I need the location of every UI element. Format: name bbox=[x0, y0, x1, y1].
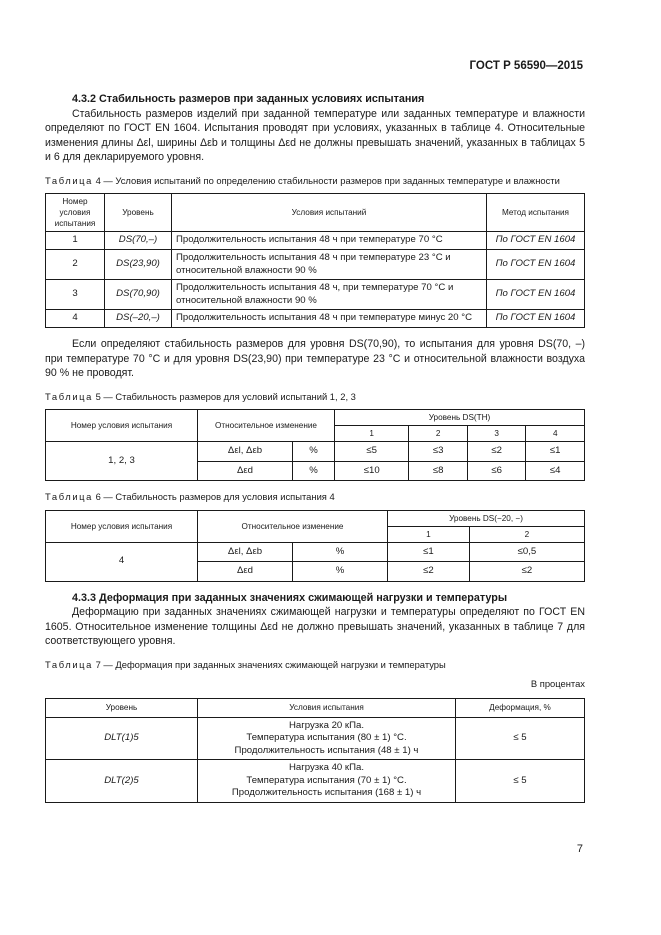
table4-header-cell: Условия испытаний bbox=[172, 194, 487, 232]
table-row bbox=[46, 717, 585, 760]
table5-value-cell: ≤1 bbox=[526, 442, 585, 462]
table6-value-cell: ≤2 bbox=[388, 562, 470, 582]
table5-header-rel: Относительное изменение bbox=[198, 410, 335, 442]
table7-header-cell: Деформация, % bbox=[456, 698, 585, 717]
table4-cell: 1 bbox=[46, 232, 105, 250]
table7-caption-prefix: Таблица bbox=[45, 658, 93, 670]
table7-value-cell: ≤ 5 bbox=[456, 717, 585, 760]
table7-value-cell: ≤ 5 bbox=[456, 760, 585, 803]
table5-level-cell: 3 bbox=[467, 426, 526, 442]
table6-level-cell: 2 bbox=[469, 526, 584, 542]
table7-caption bbox=[45, 659, 585, 672]
table6-header-row bbox=[46, 510, 585, 526]
table5-symbol-cell: Δεd bbox=[198, 461, 293, 481]
table4-cell: 3 bbox=[46, 280, 105, 310]
table4-cell: Продолжительность испытания 48 ч при температуре минус 20 °С bbox=[172, 310, 487, 328]
table7-header-cell: Условия испытания bbox=[198, 698, 456, 717]
paragraph-after-table4: Если определяют стабильность размеров для уровня DS(70,90), то испытания для уровня DS(70, –) при температуре 70 °С и для уровня DS(23,90) при температуре 23 °С и относительной влажности воздуха 90 % не проводят. bbox=[45, 338, 585, 379]
table4-cell: Продолжительность испытания 48 ч при температуре 70 °С bbox=[172, 232, 487, 250]
table6-caption-text: — Стабильность размеров для условия испытания 4 bbox=[103, 491, 335, 502]
table4-cell: По ГОСТ EN 1604 bbox=[487, 310, 585, 328]
table6-value-cell: ≤0,5 bbox=[469, 542, 584, 562]
table4-cell: По ГОСТ EN 1604 bbox=[487, 250, 585, 280]
table6-header-level: Уровень DS(−20, −) bbox=[388, 510, 585, 526]
table4-caption bbox=[45, 175, 585, 188]
table6-header-rel: Относительное изменение bbox=[198, 510, 388, 542]
document-id: ГОСТ Р 56590—2015 bbox=[469, 60, 583, 72]
table5-unit-cell: % bbox=[293, 442, 335, 462]
table-row bbox=[46, 280, 585, 310]
table4-cell: DS(70,–) bbox=[105, 232, 172, 250]
table-row bbox=[46, 442, 585, 462]
table5-header-row bbox=[46, 410, 585, 426]
table7-condition-line: Температура испытания (70 ± 1) °С. bbox=[246, 774, 407, 786]
section-paragraph-4-3-3: Деформацию при заданных значениях сжимающей нагрузки и температуры определяют по ГОСТ EN 1605. Относительное изменение толщины Δεd не должно превышать значений, указанных в таблице 7 для соответствующего уровня. bbox=[45, 606, 585, 647]
table5-cond-cell: 1, 2, 3 bbox=[46, 442, 198, 481]
table5-value-cell: ≤10 bbox=[335, 461, 409, 481]
table4-caption-text: — Условия испытаний по определению стабильности размеров при заданных температуре и влажности bbox=[103, 174, 560, 186]
table5-value-cell: ≤6 bbox=[467, 461, 526, 481]
table6 bbox=[45, 510, 585, 582]
table6-caption bbox=[45, 491, 585, 504]
table7-caption-number: 7 bbox=[95, 658, 101, 670]
table6-caption-prefix: Таблица bbox=[45, 491, 93, 502]
table-row bbox=[46, 250, 585, 280]
table4-cell: DS(–20,–) bbox=[105, 310, 172, 328]
table-row bbox=[46, 760, 585, 803]
table7-condition-line: Продолжительность испытания (48 ± 1) ч bbox=[234, 744, 419, 756]
table6-symbol-cell: Δεl, Δεb bbox=[198, 542, 293, 562]
table4-caption-prefix: Таблица bbox=[45, 174, 93, 186]
table5-level-cell: 4 bbox=[526, 426, 585, 442]
table4-header-cell: Уровень bbox=[105, 194, 172, 232]
table7-caption-text: — Деформация при заданных значениях сжимающей нагрузки и температуры bbox=[103, 658, 446, 670]
table5-symbol-cell: Δεl, Δεb bbox=[198, 442, 293, 462]
table7-condition-line: Нагрузка 40 кПа. bbox=[288, 762, 365, 773]
table6-unit-cell: % bbox=[293, 542, 388, 562]
table5-value-cell: ≤8 bbox=[409, 461, 468, 481]
table7 bbox=[45, 698, 585, 803]
table7-units-note: В процентах bbox=[530, 678, 585, 689]
table5-header-cond: Номер условия испытания bbox=[46, 410, 198, 442]
table4-header-cell: Номер условия испытания bbox=[46, 194, 105, 232]
table5-caption-number: 5 bbox=[95, 390, 101, 402]
table7-header-cell: Уровень bbox=[46, 698, 198, 717]
table5-unit-cell: % bbox=[293, 461, 335, 481]
table5-value-cell: ≤4 bbox=[526, 461, 585, 481]
table4-cell: По ГОСТ EN 1604 bbox=[487, 280, 585, 310]
table4-cell: DS(70,90) bbox=[105, 280, 172, 310]
table6-level-cell: 1 bbox=[388, 526, 470, 542]
section-heading-4-3-2: 4.3.2 Стабильность размеров при заданных условиях испытания bbox=[72, 93, 425, 105]
table6-caption-number: 6 bbox=[95, 491, 101, 502]
table4-cell: DS(23,90) bbox=[105, 250, 172, 280]
table5-caption bbox=[45, 391, 585, 404]
table4-cell: Продолжительность испытания 48 ч при температуре 23 °С и относительной влажности 90 % bbox=[172, 250, 487, 280]
table6-value-cell: ≤1 bbox=[388, 542, 470, 562]
table7-condition-line: Продолжительность испытания (168 ± 1) ч bbox=[231, 787, 422, 798]
table6-value-cell: ≤2 bbox=[469, 562, 584, 582]
table-row bbox=[46, 310, 585, 328]
table5 bbox=[45, 409, 585, 481]
table5-caption-prefix: Таблица bbox=[45, 390, 93, 402]
table6-unit-cell: % bbox=[293, 562, 388, 582]
table-row bbox=[46, 542, 585, 562]
table6-header-cond: Номер условия испытания bbox=[46, 510, 198, 542]
table4-cell: Продолжительность испытания 48 ч, при температуре 70 °С и относительной влажности 90 % bbox=[172, 280, 487, 310]
table4-header-cell: Метод испытания bbox=[487, 194, 585, 232]
table5-header-level: Уровень DS(TH) bbox=[335, 410, 585, 426]
table7-header-row bbox=[46, 698, 585, 717]
table6-cond-cell: 4 bbox=[46, 542, 198, 581]
table-row bbox=[46, 232, 585, 250]
table7-level-cell: DLT(1)5 bbox=[46, 717, 198, 760]
table7-level-cell: DLT(2)5 bbox=[46, 760, 198, 803]
page-number: 7 bbox=[576, 843, 583, 855]
table7-conditions-cell bbox=[198, 760, 456, 803]
table4-cell: По ГОСТ EN 1604 bbox=[487, 232, 585, 250]
table7-condition-line: Температура испытания (80 ± 1) °С. bbox=[246, 732, 407, 743]
section-paragraph-4-3-2: Стабильность размеров изделий при заданной температуре или заданных температуре и влажности определяют по ГОСТ EN 1604. Испытания проводят при условиях, указанных в таблице 4. Относительные изменения длины Δεl, ширины Δεb и толщины Δεd не должны превышать значений, указанных в таблицах 5 и 6 для декларируемого уровня. bbox=[45, 107, 585, 163]
table5-level-cell: 1 bbox=[335, 426, 409, 442]
section-heading-4-3-3: 4.3.3 Деформация при заданных значениях сжимающей нагрузки и температуры bbox=[72, 591, 508, 604]
table4-cell: 2 bbox=[46, 250, 105, 280]
page-content bbox=[45, 92, 585, 803]
table5-level-cell: 2 bbox=[409, 426, 468, 442]
table5-value-cell: ≤2 bbox=[467, 442, 526, 462]
table5-value-cell: ≤3 bbox=[409, 442, 468, 462]
table4-caption-number: 4 bbox=[95, 174, 101, 186]
table4-cell: 4 bbox=[46, 310, 105, 328]
table7-conditions-cell bbox=[198, 717, 456, 760]
table6-symbol-cell: Δεd bbox=[198, 562, 293, 582]
table4 bbox=[45, 193, 585, 328]
table7-condition-line: Нагрузка 20 кПа. bbox=[288, 719, 365, 731]
table5-value-cell: ≤5 bbox=[335, 442, 409, 462]
table4-header-row bbox=[46, 194, 585, 232]
table5-caption-text: — Стабильность размеров для условий испытаний 1, 2, 3 bbox=[103, 390, 356, 402]
